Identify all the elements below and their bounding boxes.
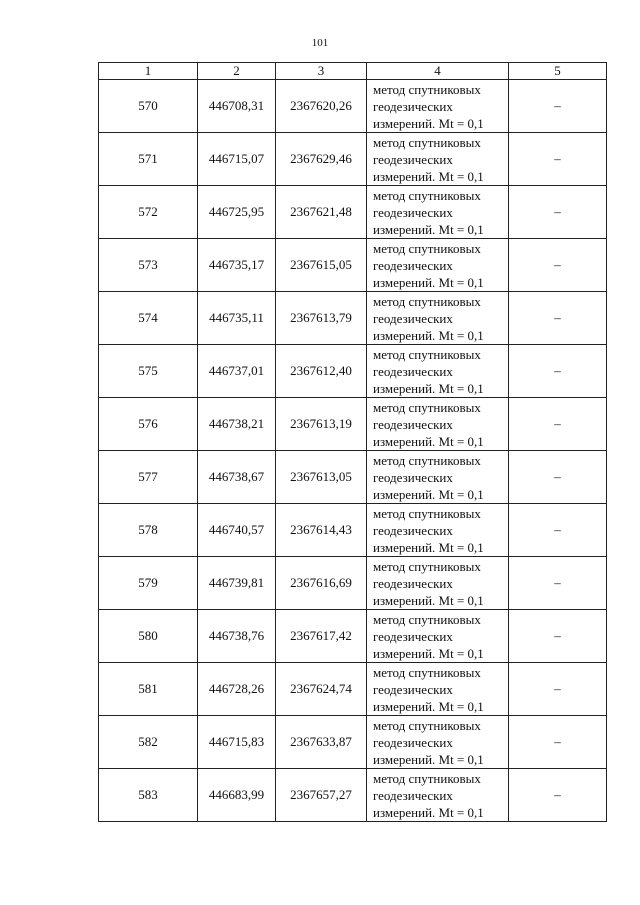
method-line: измерений. Mt = 0,1 — [373, 380, 484, 396]
x-coordinate-cell: 446735,17 — [198, 239, 276, 292]
method-line: измерений. Mt = 0,1 — [373, 486, 484, 502]
note-cell — [509, 80, 607, 133]
method-line: метод спутниковых — [373, 187, 481, 203]
method-line: геодезических — [373, 151, 453, 167]
y-coordinate-cell: 2367621,48 — [276, 186, 367, 239]
method-cell — [367, 716, 509, 769]
y-coordinate-cell: 2367616,69 — [276, 557, 367, 610]
y-coordinate-cell: 2367629,46 — [276, 133, 367, 186]
x-coordinate-cell: 446740,57 — [198, 504, 276, 557]
note-dash: – — [554, 310, 561, 325]
x-coordinate-cell: 446728,26 — [198, 663, 276, 716]
point-number-cell: 579 — [99, 557, 198, 610]
note-dash: – — [554, 734, 561, 749]
note-dash: – — [554, 204, 561, 219]
table-row — [99, 80, 607, 133]
point-number-cell: 572 — [99, 186, 198, 239]
note-cell — [509, 133, 607, 186]
method-cell — [367, 663, 509, 716]
method-line: геодезических — [373, 575, 453, 591]
table-row — [99, 239, 607, 292]
x-coordinate-cell: 446739,81 — [198, 557, 276, 610]
page-number: 101 — [311, 37, 329, 49]
method-line: метод спутниковых — [373, 293, 481, 309]
method-cell — [367, 292, 509, 345]
method-line: измерений. Mt = 0,1 — [373, 645, 484, 661]
point-number-cell: 573 — [99, 239, 198, 292]
table-row — [99, 557, 607, 610]
method-line: измерений. Mt = 0,1 — [373, 751, 484, 767]
method-cell — [367, 398, 509, 451]
note-dash: – — [554, 681, 561, 696]
method-cell — [367, 610, 509, 663]
method-line: геодезических — [373, 204, 453, 220]
method-line: метод спутниковых — [373, 452, 481, 468]
method-line: метод спутниковых — [373, 346, 481, 362]
column-header: 1 — [99, 63, 198, 80]
note-dash: – — [554, 787, 561, 802]
y-coordinate-cell: 2367613,05 — [276, 451, 367, 504]
note-dash: – — [554, 522, 561, 537]
method-line: измерений. Mt = 0,1 — [373, 168, 484, 184]
point-number-cell: 576 — [99, 398, 198, 451]
method-cell — [367, 451, 509, 504]
note-cell — [509, 451, 607, 504]
y-coordinate-cell: 2367614,43 — [276, 504, 367, 557]
method-cell — [367, 186, 509, 239]
x-coordinate-cell: 446738,76 — [198, 610, 276, 663]
y-coordinate-cell: 2367620,26 — [276, 80, 367, 133]
table-row — [99, 398, 607, 451]
method-line: метод спутниковых — [373, 399, 481, 415]
method-line: геодезических — [373, 98, 453, 114]
method-cell — [367, 769, 509, 822]
method-line: метод спутниковых — [373, 770, 481, 786]
y-coordinate-cell: 2367633,87 — [276, 716, 367, 769]
table-row — [99, 610, 607, 663]
note-cell — [509, 557, 607, 610]
table-row — [99, 345, 607, 398]
method-line: геодезических — [373, 628, 453, 644]
note-cell — [509, 186, 607, 239]
point-number-cell: 570 — [99, 80, 198, 133]
column-header: 4 — [367, 63, 509, 80]
y-coordinate-cell: 2367613,79 — [276, 292, 367, 345]
table-row — [99, 769, 607, 822]
note-cell — [509, 504, 607, 557]
method-line: метод спутниковых — [373, 611, 481, 627]
method-cell — [367, 239, 509, 292]
x-coordinate-cell: 446725,95 — [198, 186, 276, 239]
method-line: геодезических — [373, 257, 453, 273]
note-dash: – — [554, 363, 561, 378]
method-line: геодезических — [373, 787, 453, 803]
table-body — [99, 80, 607, 822]
method-line: измерений. Mt = 0,1 — [373, 592, 484, 608]
point-number-cell: 582 — [99, 716, 198, 769]
y-coordinate-cell: 2367615,05 — [276, 239, 367, 292]
method-line: геодезических — [373, 522, 453, 538]
method-line: метод спутниковых — [373, 664, 481, 680]
method-line: измерений. Mt = 0,1 — [373, 115, 484, 131]
method-line: метод спутниковых — [373, 558, 481, 574]
method-cell — [367, 504, 509, 557]
x-coordinate-cell: 446715,07 — [198, 133, 276, 186]
note-cell — [509, 239, 607, 292]
method-line: измерений. Mt = 0,1 — [373, 433, 484, 449]
method-line: геодезических — [373, 734, 453, 750]
table-row — [99, 292, 607, 345]
y-coordinate-cell: 2367613,19 — [276, 398, 367, 451]
method-line: геодезических — [373, 363, 453, 379]
x-coordinate-cell: 446735,11 — [198, 292, 276, 345]
method-line: измерений. Mt = 0,1 — [373, 221, 484, 237]
method-line: геодезических — [373, 681, 453, 697]
method-cell — [367, 80, 509, 133]
column-header: 5 — [509, 63, 607, 80]
y-coordinate-cell: 2367624,74 — [276, 663, 367, 716]
note-cell — [509, 292, 607, 345]
method-cell — [367, 133, 509, 186]
point-number-cell: 581 — [99, 663, 198, 716]
method-line: измерений. Mt = 0,1 — [373, 804, 484, 820]
note-cell — [509, 610, 607, 663]
note-cell — [509, 769, 607, 822]
x-coordinate-cell: 446683,99 — [198, 769, 276, 822]
note-dash: – — [554, 575, 561, 590]
method-cell — [367, 345, 509, 398]
note-dash: – — [554, 628, 561, 643]
x-coordinate-cell: 446708,31 — [198, 80, 276, 133]
point-number-cell: 574 — [99, 292, 198, 345]
point-number-cell: 575 — [99, 345, 198, 398]
note-cell — [509, 345, 607, 398]
column-header: 2 — [198, 63, 276, 80]
coordinates-table — [98, 62, 607, 822]
column-header: 3 — [276, 63, 367, 80]
y-coordinate-cell: 2367612,40 — [276, 345, 367, 398]
note-dash: – — [554, 416, 561, 431]
table-row — [99, 133, 607, 186]
table-header-row — [99, 63, 607, 80]
method-line: метод спутниковых — [373, 134, 481, 150]
note-dash: – — [554, 98, 561, 113]
y-coordinate-cell: 2367657,27 — [276, 769, 367, 822]
method-line: измерений. Mt = 0,1 — [373, 274, 484, 290]
note-dash: – — [554, 151, 561, 166]
method-line: измерений. Mt = 0,1 — [373, 539, 484, 555]
method-line: метод спутниковых — [373, 505, 481, 521]
method-line: измерений. Mt = 0,1 — [373, 698, 484, 714]
method-line: метод спутниковых — [373, 717, 481, 733]
note-dash: – — [554, 257, 561, 272]
method-line: метод спутниковых — [373, 81, 481, 97]
method-line: геодезических — [373, 416, 453, 432]
table-row — [99, 716, 607, 769]
x-coordinate-cell: 446738,67 — [198, 451, 276, 504]
table-row — [99, 663, 607, 716]
table-row — [99, 451, 607, 504]
table-row — [99, 504, 607, 557]
x-coordinate-cell: 446715,83 — [198, 716, 276, 769]
method-line: геодезических — [373, 310, 453, 326]
point-number-cell: 577 — [99, 451, 198, 504]
note-cell — [509, 398, 607, 451]
method-line: метод спутниковых — [373, 240, 481, 256]
point-number-cell: 571 — [99, 133, 198, 186]
note-cell — [509, 716, 607, 769]
note-cell — [509, 663, 607, 716]
point-number-cell: 580 — [99, 610, 198, 663]
method-line: геодезических — [373, 469, 453, 485]
method-line: измерений. Mt = 0,1 — [373, 327, 484, 343]
method-cell — [367, 557, 509, 610]
x-coordinate-cell: 446737,01 — [198, 345, 276, 398]
point-number-cell: 578 — [99, 504, 198, 557]
x-coordinate-cell: 446738,21 — [198, 398, 276, 451]
point-number-cell: 583 — [99, 769, 198, 822]
note-dash: – — [554, 469, 561, 484]
table-row — [99, 186, 607, 239]
y-coordinate-cell: 2367617,42 — [276, 610, 367, 663]
